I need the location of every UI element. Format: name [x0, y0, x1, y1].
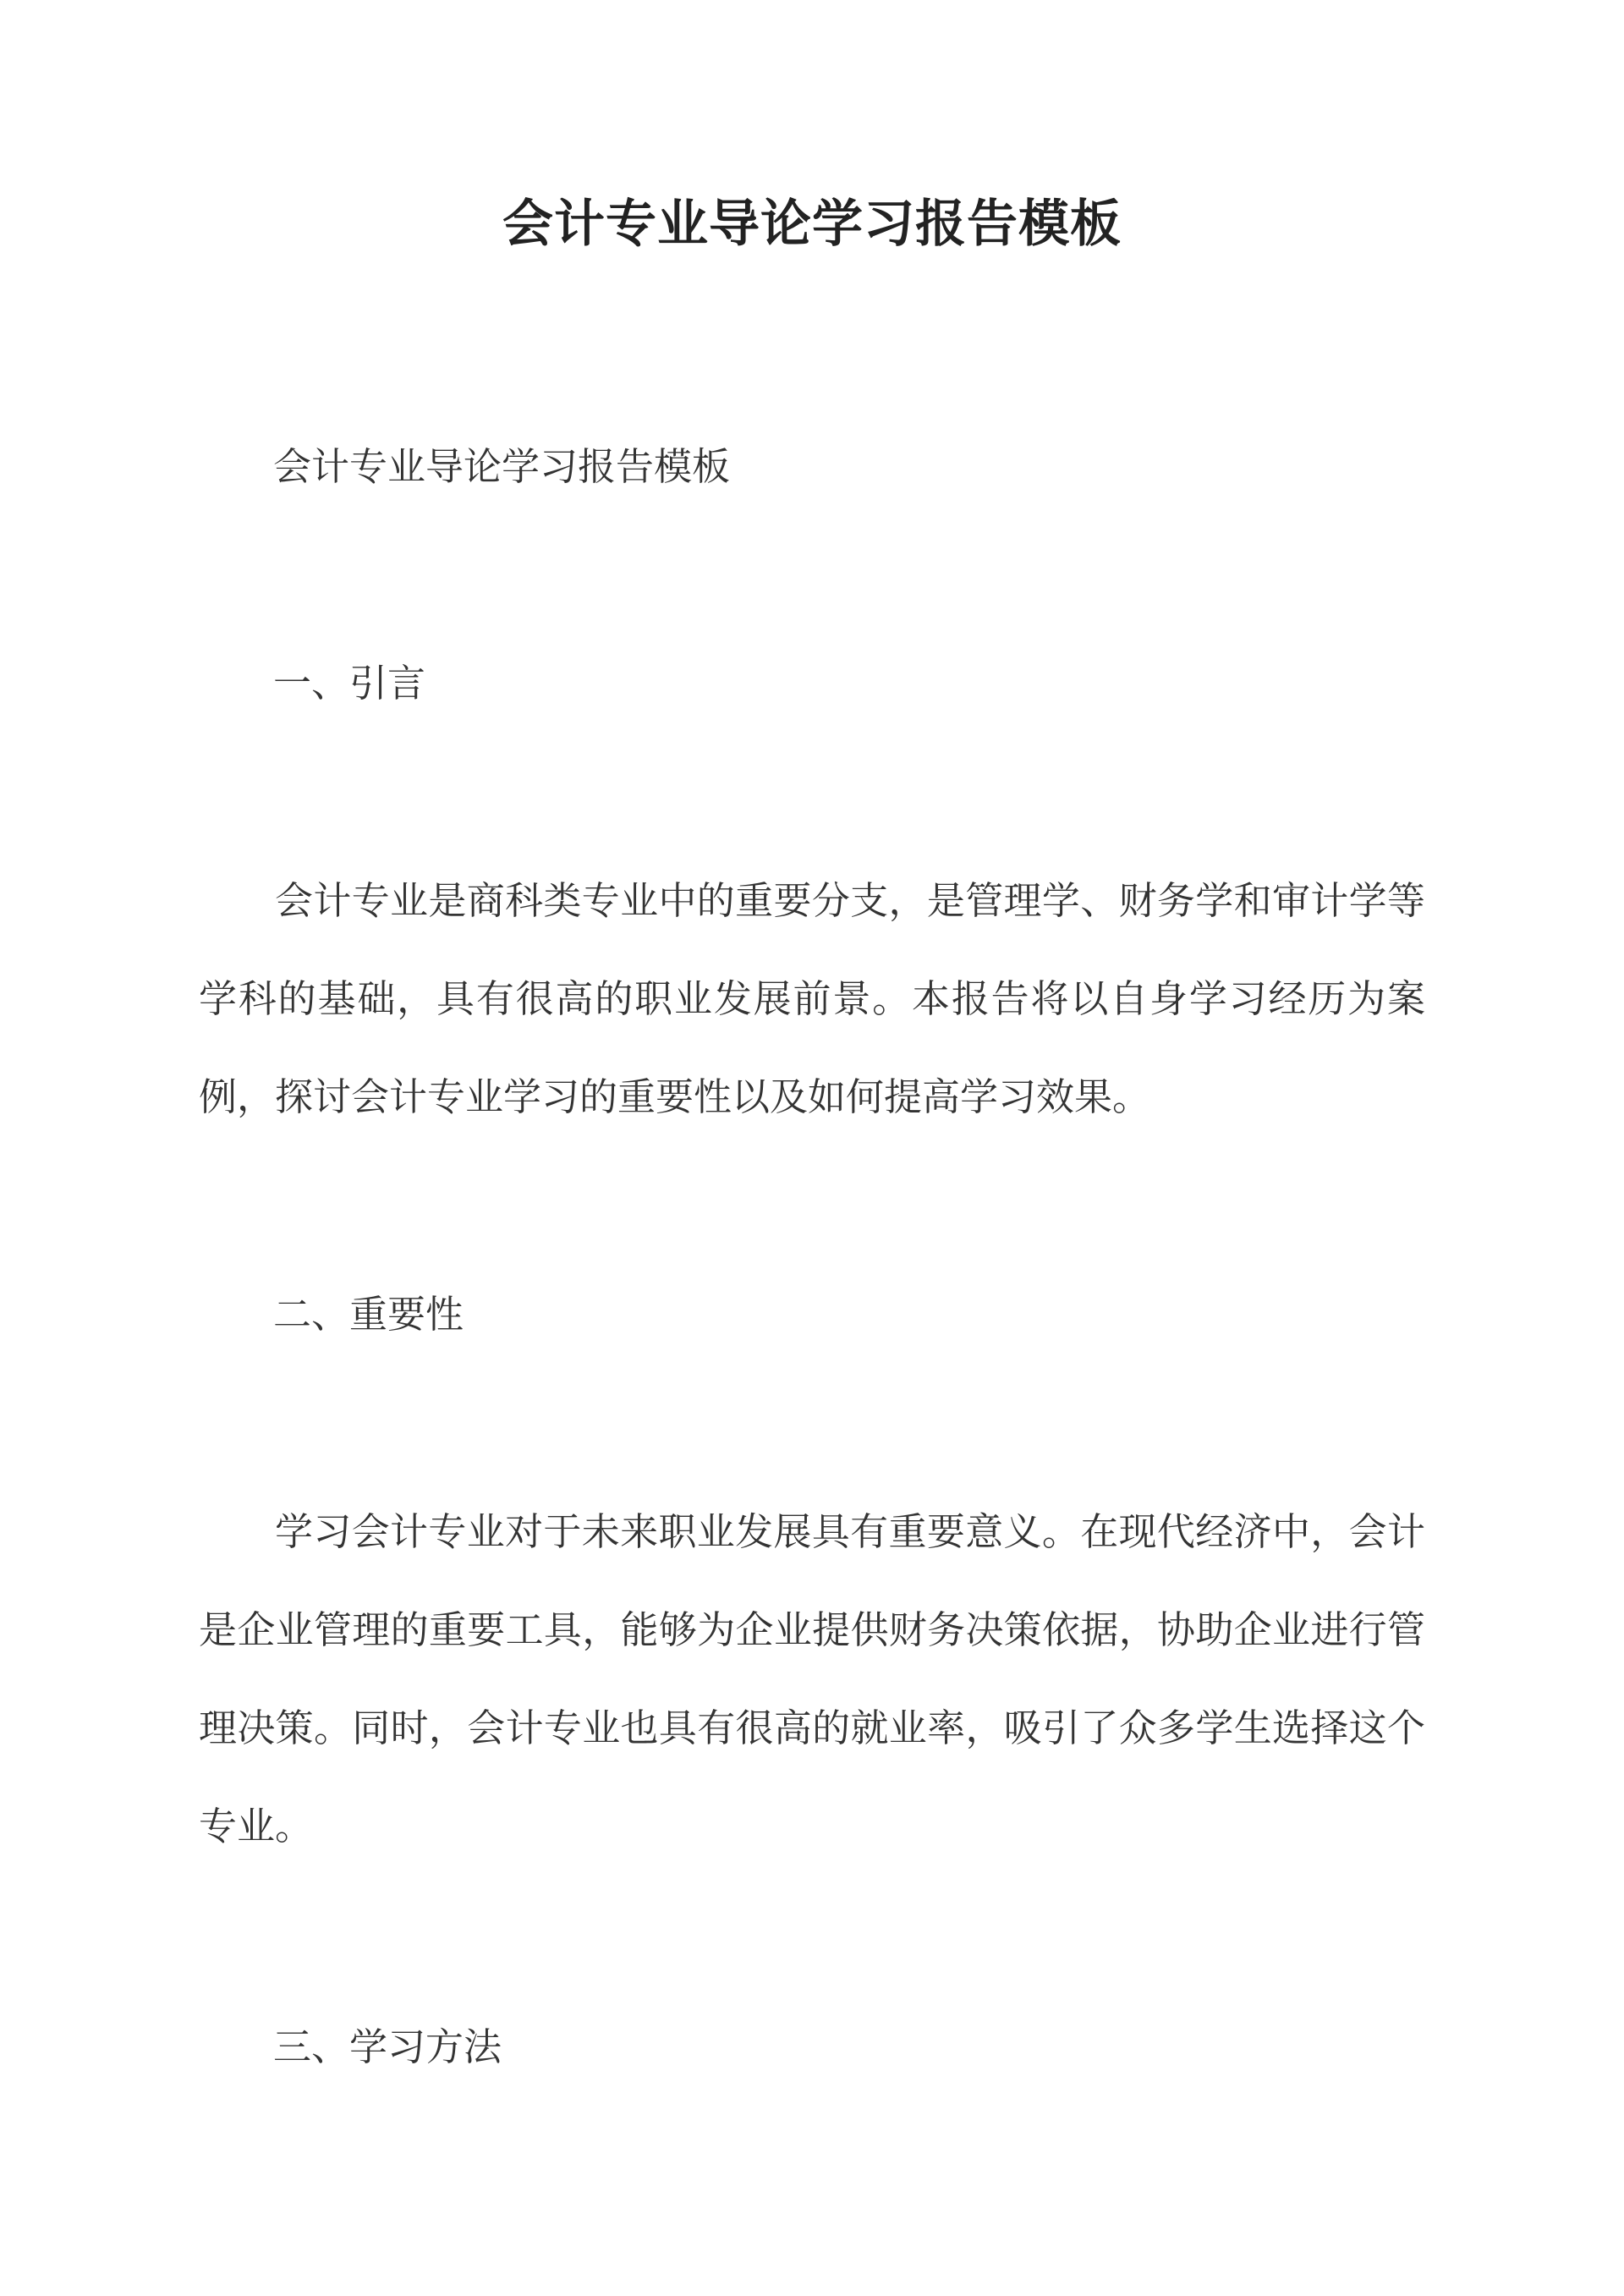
document-title: 会计专业导论学习报告模板	[502, 195, 1122, 254]
paragraph-importance: 学习会计专业对于未来职业发展具有重要意义。在现代经济中，会计是企业管理的重要工具，能够为企业提供财务决策依据，协助企业进行管理决策。同时，会计专业也具有很高的就业率，吸引了众多学生选择这个专业。	[199, 1509, 1425, 1848]
section-heading-introduction: 一、引言	[273, 661, 426, 706]
section-heading-study-methods: 三、学习方法	[273, 2024, 502, 2069]
document-subtitle: 会计专业导论学习报告模板	[273, 444, 731, 489]
paragraph-introduction: 会计专业是商科类专业中的重要分支，是管理学、财务学和审计学等学科的基础，具有很高的职业发展前景。本报告将以自身学习经历为案例，探讨会计专业学习的重要性以及如何提高学习效果。	[199, 878, 1425, 1119]
section-heading-importance: 二、重要性	[273, 1292, 464, 1337]
